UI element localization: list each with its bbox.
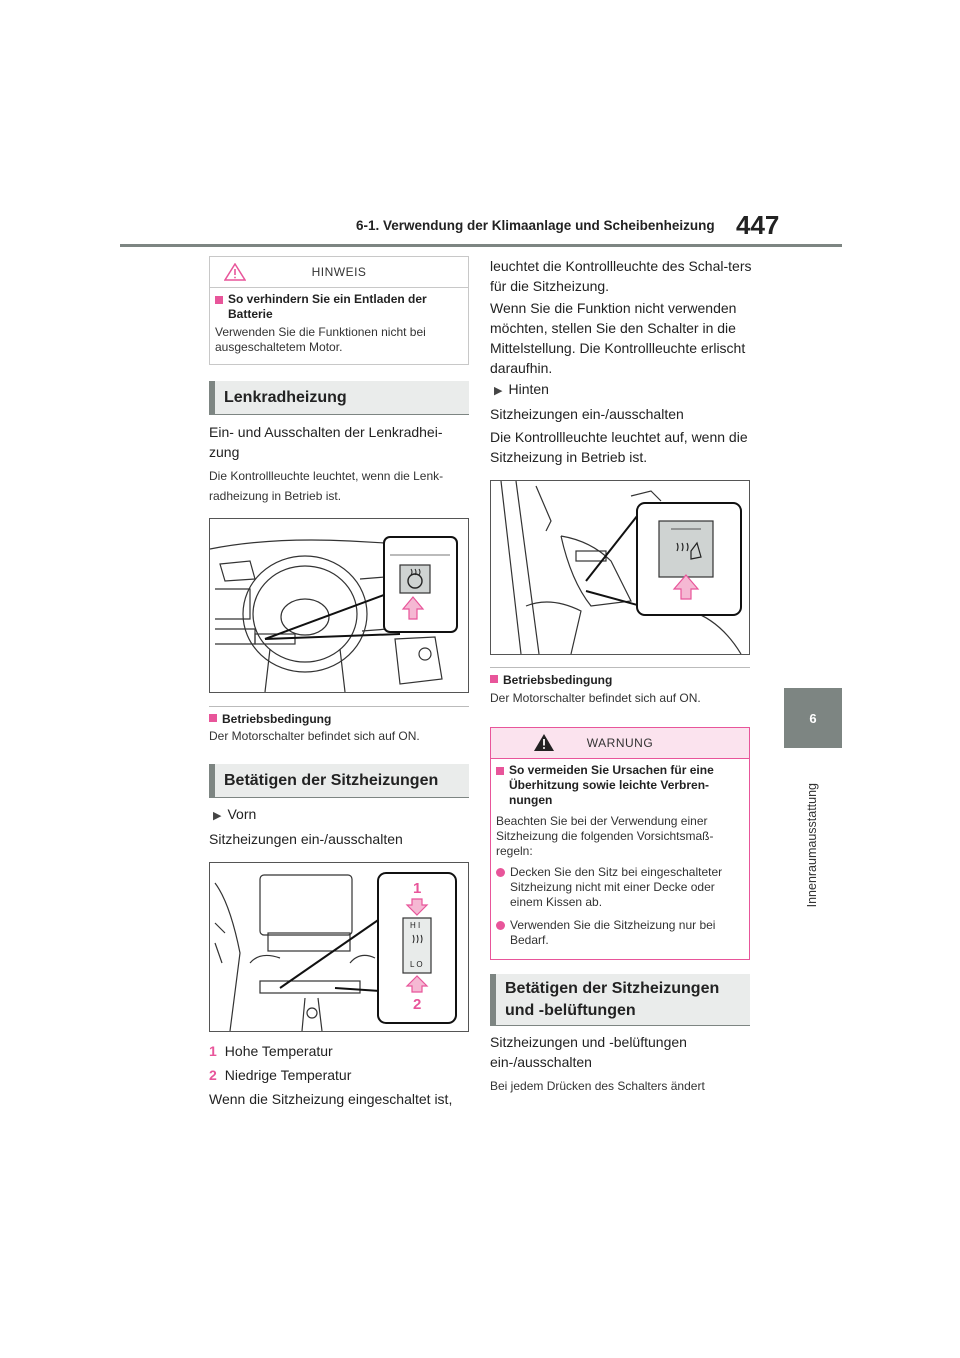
divider xyxy=(490,667,750,668)
warning-header-label: WARNUNG xyxy=(586,736,654,750)
seat-off-text: Wenn Sie die Funktion nicht verwenden möchten, stellen Sie den Schalter in die Mittelstellung. Die Kontrollleuchte erlischt daraufhin. xyxy=(490,300,746,376)
seat-indicator-text: leuchtet die Kontrollleuchte des Schal-ters für die Sitzheizung. xyxy=(490,258,752,294)
warning-header xyxy=(491,728,749,759)
warning-intro: Beachten Sie bei der Verwendung einer Sitzheizung die folgenden Vorsichtsmaß-regeln: xyxy=(496,814,714,858)
legend-item: 1 Hohe Temperatur xyxy=(209,1043,333,1059)
warning-item: Verwenden Sie die Sitzheizung nur bei Bedarf. xyxy=(496,918,744,948)
console-illustration xyxy=(210,863,468,1031)
header-rule xyxy=(120,244,842,247)
rear-condition-text: Der Motorschalter befindet sich auf ON. xyxy=(490,691,701,705)
caution-triangle-icon xyxy=(224,263,246,281)
front-text: Sitzheizungen ein-/ausschalten xyxy=(209,831,403,847)
callout-number-2: 2 xyxy=(413,996,422,1013)
rear-label: ▶ Hinten xyxy=(494,381,549,397)
hi-label: H I xyxy=(410,921,421,930)
rear-indicator-text: Die Kontrollleuchte leuchtet auf, wenn die Sitzheizung in Betrieb ist. xyxy=(490,429,748,465)
notice-box xyxy=(209,256,469,365)
steering-wheel-illustration xyxy=(210,519,468,692)
square-bullet-icon xyxy=(490,675,498,683)
triangle-bullet-icon: ▶ xyxy=(213,810,222,822)
page-number: 447 xyxy=(736,210,780,240)
seat-continue-text: Wenn die Sitzheizung eingeschaltet ist, xyxy=(209,1091,453,1107)
notice-text: Verwenden Sie die Funktionen nicht bei ausgeschaltetem Motor. xyxy=(215,325,426,354)
notice-header xyxy=(210,257,468,288)
section-heading-seat: Betätigen der Sitzheizungen xyxy=(209,764,469,798)
front-label: ▶ Vorn xyxy=(213,806,257,822)
legend-item: 2 Niedrige Temperatur xyxy=(209,1067,352,1083)
steering-note: Die Kontrollleuchte leuchtet, wenn die Lenk-radheizung in Betrieb ist. xyxy=(209,469,444,503)
dot-bullet-icon xyxy=(496,921,505,930)
rear-condition-title: Betriebsbedingung xyxy=(490,673,612,688)
square-bullet-icon xyxy=(496,767,504,775)
warning-title: So vermeiden Sie Ursachen für eine Überhitzung sowie leichte Verbren-nungen xyxy=(496,763,744,808)
callout-number-1: 1 xyxy=(413,880,422,897)
notice-header-label: HINWEIS xyxy=(311,265,367,279)
chapter-number: 6 xyxy=(809,710,817,726)
steering-intro: Ein- und Ausschalten der Lenkradhei-zung xyxy=(209,424,443,460)
steering-heater-figure xyxy=(209,518,469,693)
dot-bullet-icon xyxy=(496,868,505,877)
chapter-label-text: Innenraumausstattung xyxy=(805,782,819,908)
square-bullet-icon xyxy=(215,296,223,304)
lo-label: L O xyxy=(410,960,423,969)
steering-condition-text: Der Motorschalter befindet sich auf ON. xyxy=(209,729,420,743)
front-seat-heater-figure xyxy=(209,862,469,1032)
rear-text: Sitzheizungen ein-/ausschalten xyxy=(490,406,684,422)
ventilation-text: Sitzheizungen und -belüftungen ein-/ausschalten xyxy=(490,1034,687,1070)
chapter-label xyxy=(786,760,838,930)
warning-triangle-icon xyxy=(533,733,555,752)
notice-title: So verhindern Sie ein Entladen der Batterie xyxy=(215,292,463,322)
rear-seat-heater-figure xyxy=(490,480,750,655)
chapter-tab xyxy=(784,688,842,748)
square-bullet-icon xyxy=(209,714,217,722)
section-heading-ventilation: Betätigen der Sitzheizungen und -belüftungen xyxy=(490,974,750,1026)
running-header-title: 6-1. Verwendung der Klimaanlage und Scheibenheizung xyxy=(356,218,715,233)
rear-door-illustration xyxy=(491,481,749,654)
ventilation-note: Bei jedem Drücken des Schalters ändert xyxy=(490,1079,705,1093)
triangle-bullet-icon: ▶ xyxy=(494,385,503,397)
warning-box xyxy=(490,727,750,960)
divider xyxy=(209,706,469,707)
steering-condition-title: Betriebsbedingung xyxy=(209,712,331,727)
section-heading-steering: Lenkradheizung xyxy=(209,381,469,415)
warning-item: Decken Sie den Sitz bei eingeschalteter Sitzheizung nicht mit einer Decke oder einem Kissen ab. xyxy=(496,865,744,910)
